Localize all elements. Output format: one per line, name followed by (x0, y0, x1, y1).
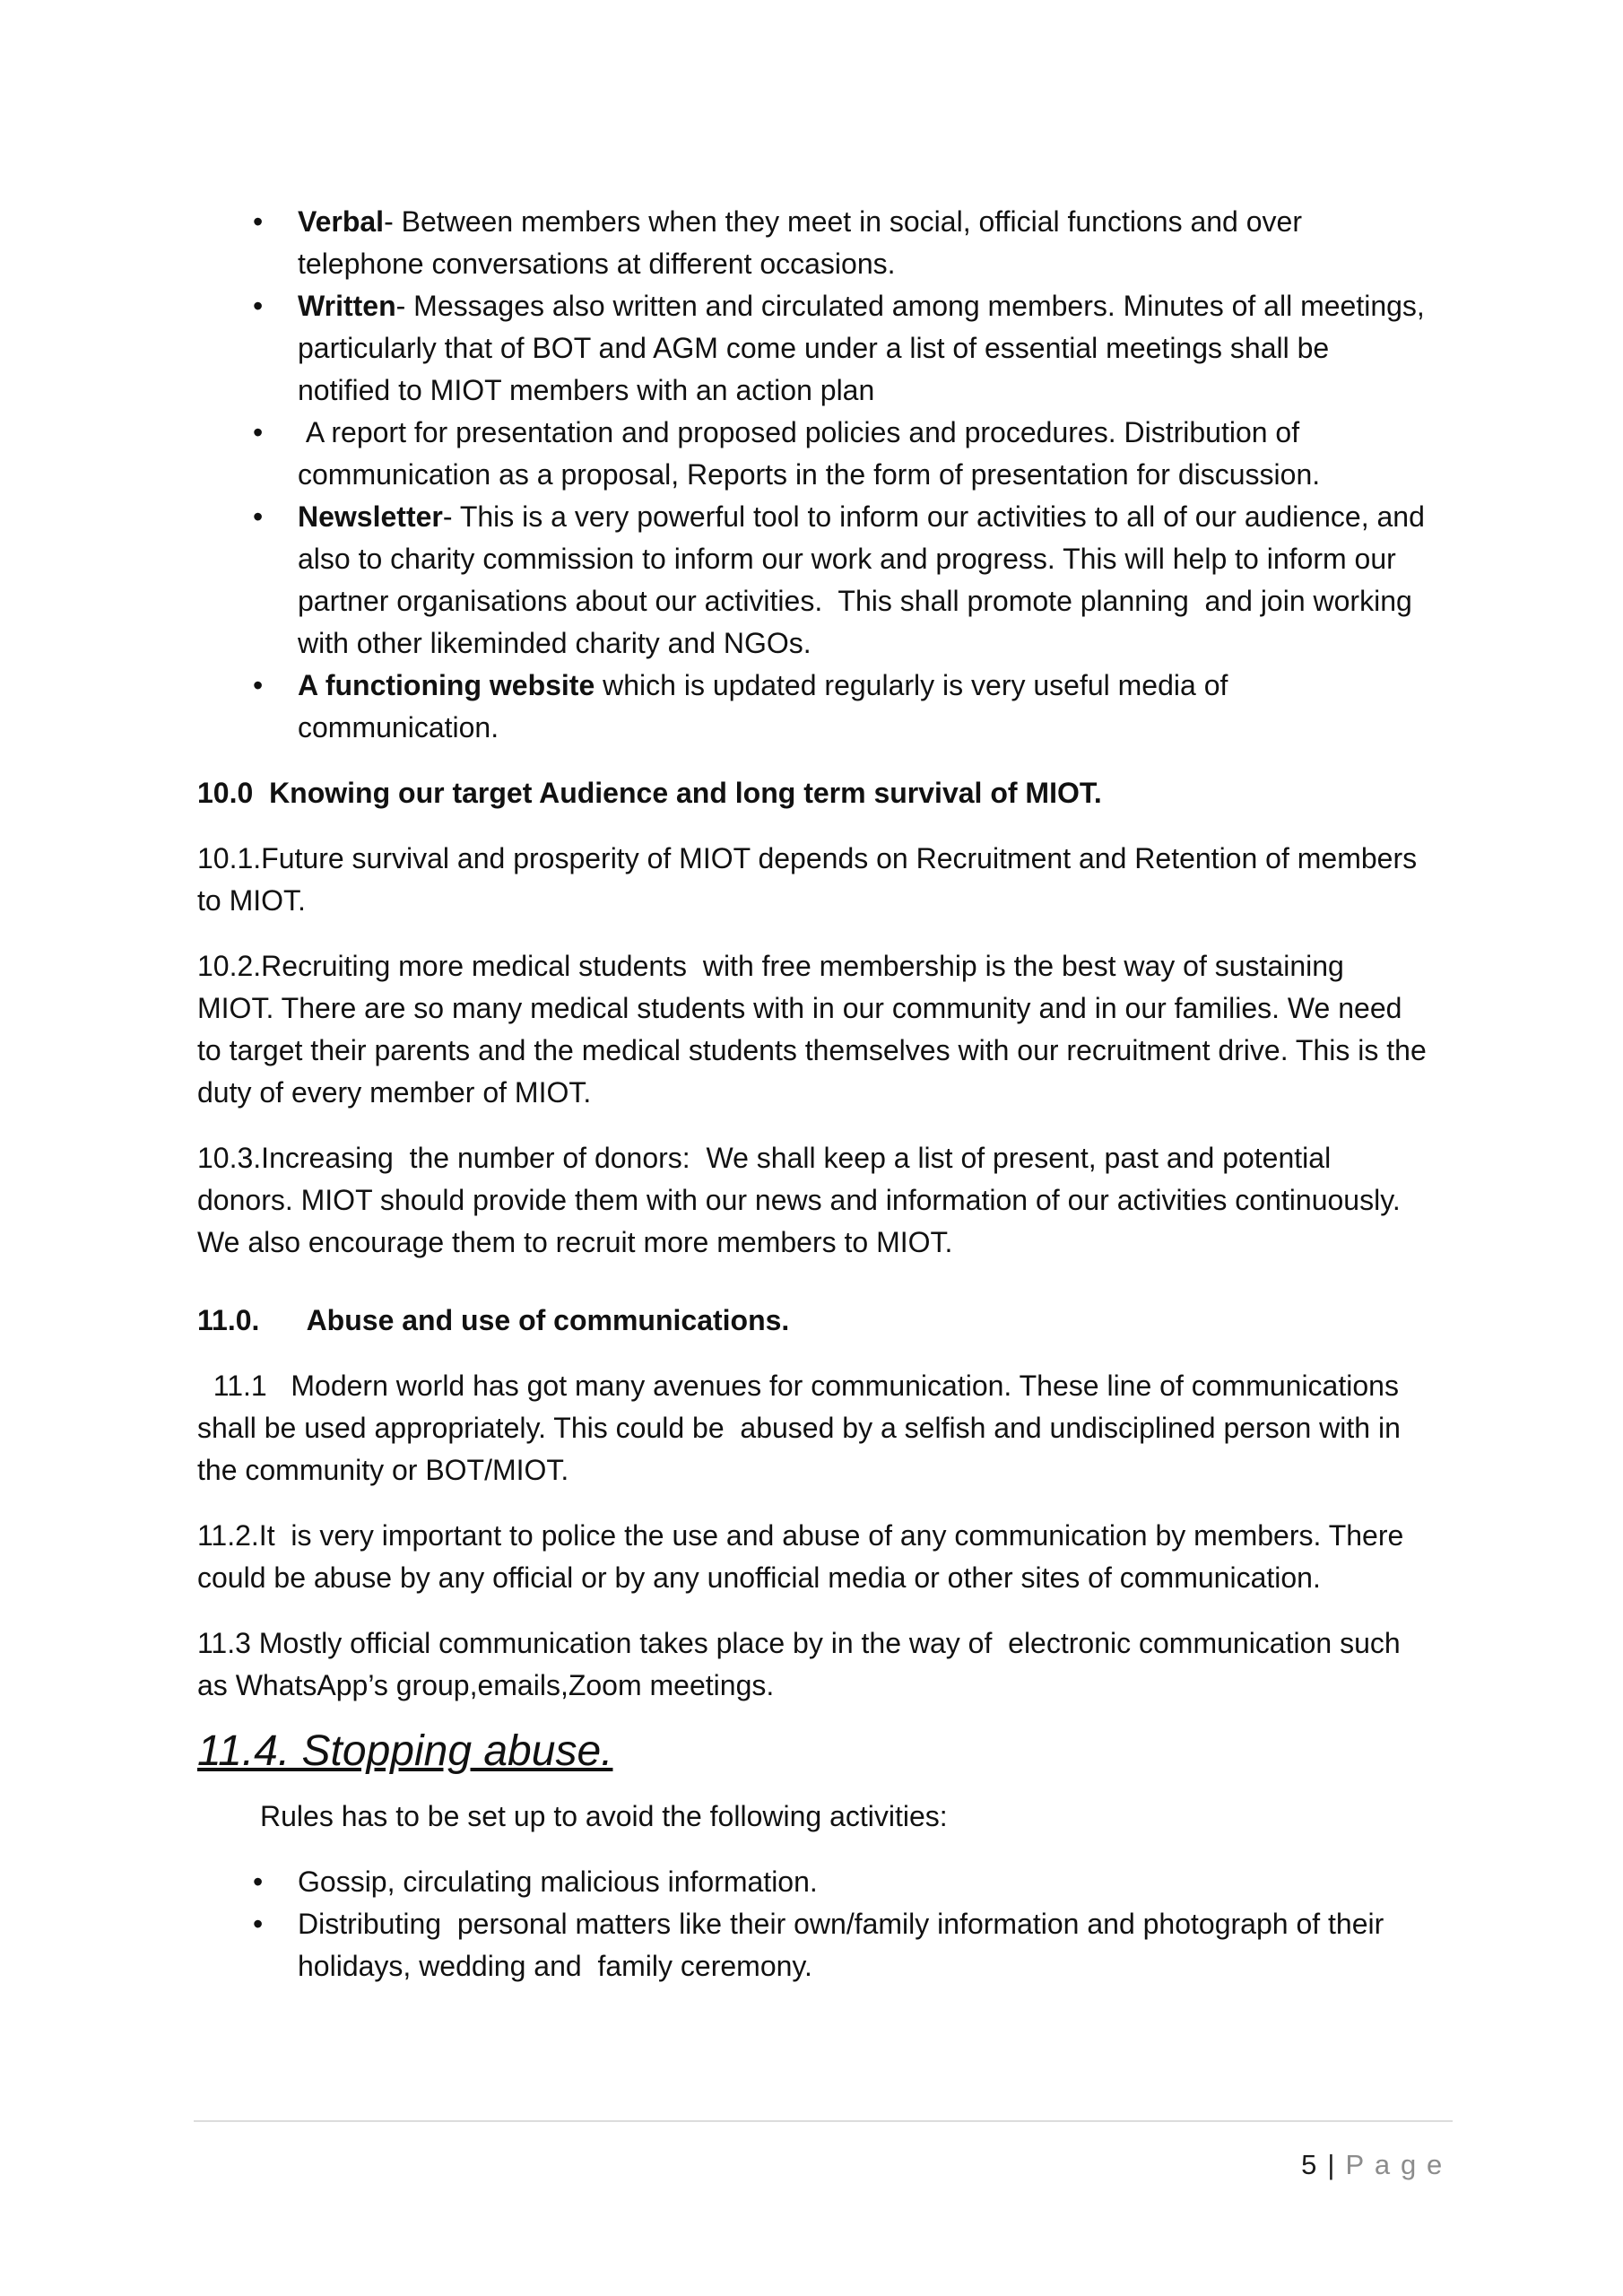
list-item-lead: A functioning website (298, 669, 595, 701)
bullet-icon: • (253, 669, 264, 701)
list-item-body: - This is a very powerful tool to inform our activities to all of our audience, and also to charity commission to inform our work and progress. This will help to inform our partner organisations about our activities. This shall promote planning and join working with other likeminded charity and NGOs. (298, 500, 1433, 659)
paragraph-text: 11.2.It is very important to police the use and abuse of any communication by members. There could be abuse by any official or by any unofficial media or other sites of communication. (197, 1519, 1412, 1594)
list-item-text: Distributing personal matters like their own/family information and photograph of their holidays, wedding and family ceremony. (298, 1908, 1393, 1982)
bullet-icon: • (253, 290, 264, 322)
paragraph-10-3 (197, 1137, 1428, 1264)
list-item (197, 496, 1433, 665)
document-body (197, 201, 1435, 2011)
list-item (197, 285, 1433, 412)
prohibited-activities-list (197, 1861, 1428, 1987)
list-item-text (298, 416, 1320, 491)
paragraph-text: 10.3.Increasing the number of donors: We shall keep a list of present, past and potential donors. MIOT should provide them with our news and information of our activities continuously. We also encourage them to recruit more members to MIOT. (197, 1142, 1409, 1258)
list-item (197, 1861, 1428, 1903)
list-item-body: A report for presentation and proposed policies and procedures. Distribution of communication as a proposal, Reports in the form of presentation for discussion. (298, 416, 1321, 491)
bullet-icon: • (253, 205, 264, 238)
page-number: 5 (1301, 2149, 1317, 2180)
list-item-lead: Newsletter (298, 500, 443, 533)
list-item (197, 412, 1428, 496)
paragraph-text: 10.2.Recruiting more medical students with free membership is the best way of sustaining MIOT. There are so many medical students with in our community and in our families. We need to target their parents and the medical students themselves with our recruitment drive. This is the duty of every member of MIOT. (197, 950, 1435, 1109)
list-item-text (298, 290, 1433, 406)
list-item-text (298, 669, 1236, 744)
list-item (197, 1903, 1428, 1987)
bullet-icon: • (253, 1866, 264, 1898)
list-item (197, 665, 1428, 749)
list-item-lead: Written (298, 290, 396, 322)
paragraph-10-1 (197, 838, 1428, 922)
page-number-separator: | (1327, 2149, 1335, 2180)
bullet-icon: • (253, 500, 264, 533)
footer-divider (194, 2120, 1453, 2122)
communication-methods-list (197, 201, 1433, 749)
heading-11-4: 11.4. Stopping abuse. (197, 1727, 613, 1775)
paragraph-text: 11.1 Modern world has got many avenues for communication. These line of communications shall be used appropriately. This could be abused by a selfish and undisciplined person with in the community or BOT/MIOT. (197, 1370, 1409, 1486)
paragraph-text: Rules has to be set up to avoid the following activities: (260, 1800, 948, 1832)
paragraph-11-3 (197, 1622, 1428, 1707)
page-footer (194, 2120, 1453, 2186)
list-item-text (298, 500, 1433, 659)
heading-10-0: 10.0 Knowing our target Audience and long term survival of MIOT. (197, 777, 1102, 809)
list-item-body: - Between members when they meet in social, official functions and over telephone conversations at different occasions. (298, 205, 1310, 280)
list-item-text: Gossip, circulating malicious information. (298, 1866, 818, 1898)
paragraph-10-2 (197, 945, 1435, 1114)
list-item-lead: Verbal (298, 205, 385, 238)
list-item (197, 201, 1428, 285)
paragraph-text: 10.1.Future survival and prosperity of MIOT depends on Recruitment and Retention of members to MIOT. (197, 842, 1425, 917)
page-number-area (194, 2144, 1453, 2186)
heading-11-0: 11.0. Abuse and use of communications. (197, 1304, 790, 1336)
list-item-text (298, 205, 1310, 280)
list-item-body: - Messages also written and circulated among members. Minutes of all meetings, particularly that of BOT and AGM come under a list of essential meetings shall be notified to MIOT members with an action plan (298, 290, 1433, 406)
bullet-icon: • (253, 416, 264, 448)
paragraph-text: 11.3 Mostly official communication takes place by in the way of electronic communication such as WhatsApp’s group,emails,Zoom meetings. (197, 1627, 1409, 1701)
list-item-body: which is updated regularly is very useful media of communication. (298, 669, 1237, 744)
paragraph-11-1 (197, 1365, 1428, 1492)
paragraph-11-2 (197, 1515, 1428, 1599)
page-label: Page (1345, 2149, 1453, 2180)
paragraph-rules (197, 1796, 1428, 1838)
bullet-icon: • (253, 1908, 264, 1940)
